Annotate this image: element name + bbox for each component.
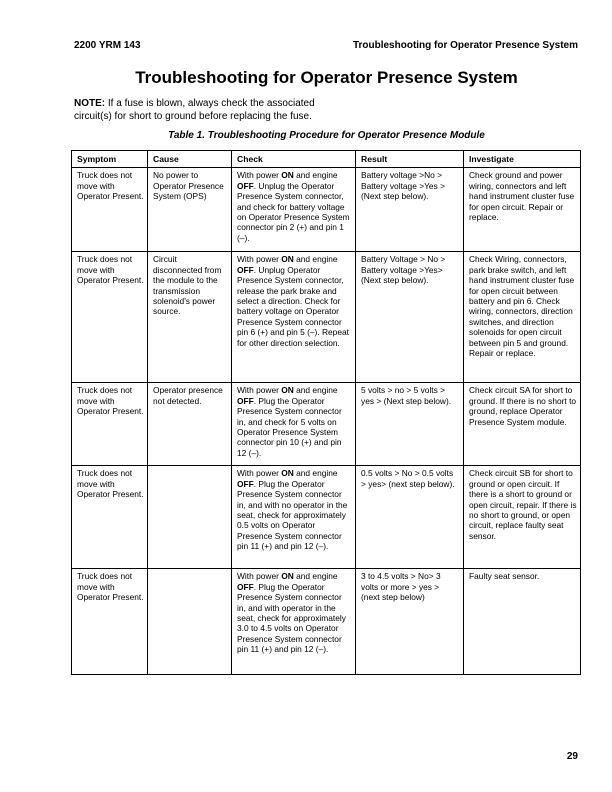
header-check: Check [232,151,356,168]
check-cell [232,252,356,383]
investigate-cell: Check circuit SB for short to ground or open circuit. If there is a short to ground or open circuit, repair. If there is no short to ground, or open circuit, replace faulty seat sensor. [464,466,581,569]
header-cause: Cause [148,151,232,168]
check-text: and engine [293,170,338,181]
header-investigate: Investigate [464,151,581,168]
result-cell: 0.5 volts > No > 0.5 volts > yes> (next step below). [356,466,464,569]
investigate-cell: Check Wiring, connectors, park brake switch, and left hand instrument cluster fuse for open circuit between battery and pin 6. Check wiring, connectors, direction switches, and direction solenoids for open circuit between pin 5 and ground. Repair or replace. [464,252,581,383]
check-text: With power [237,468,282,479]
symptom-cell: Truck does not move with Operator Present. [72,252,148,383]
check-on-keyword: ON [281,170,294,181]
check-text: and engine [293,571,338,582]
document-code: 2200 YRM 143 [74,40,141,51]
investigate-cell: Check circuit SA for short to ground. If there is no short to ground, replace Operator Presence System module. [464,383,581,466]
check-text: . Unplug the Operator Presence System connector, and check for battery voltage on Operator Presence System connector pin 2 (+) and pin 1 (–). [237,180,350,243]
result-cell: 5 volts > no > 5 volts > yes > (Next step below). [356,383,464,466]
check-text: . Unplug Operator Presence System connector, release the park brake and select a direction. Check for battery voltage on Operator Presence System connector pin 6 (+) and pin 5 (–). Repeat for other direction selection. [237,264,349,348]
check-on-keyword: ON [281,571,294,582]
result-cell: 3 to 4.5 volts > No> 3 volts or more > yes > (next step below) [356,569,464,675]
note-label: NOTE: [74,98,106,109]
check-off-keyword: OFF [237,180,254,191]
result-cell: Battery voltage >No > Battery voltage >Yes > (Next step below). [356,168,464,252]
table-row [72,168,581,252]
cause-cell [148,466,232,569]
investigate-cell: Check ground and power wiring, connectors and left hand instrument cluster fuse for open circuit. Repair or replace. [464,168,581,252]
check-off-keyword: OFF [237,478,254,489]
table-row [72,569,581,675]
check-off-keyword: OFF [237,581,254,592]
check-off-keyword: OFF [237,395,254,406]
cause-cell: Operator presence not detected. [148,383,232,466]
check-text: and engine [293,468,338,479]
check-text: With power [237,385,282,396]
table-header-row [72,151,581,168]
check-on-keyword: ON [281,385,294,396]
header-symptom: Symptom [72,151,148,168]
cause-cell: Circuit disconnected from the module to the transmission solenoid's power source. [148,252,232,383]
check-text: With power [237,254,282,265]
check-text: With power [237,571,282,582]
check-cell [232,466,356,569]
table-row [72,252,581,383]
running-header-title: Troubleshooting for Operator Presence System [352,40,578,51]
check-off-keyword: OFF [237,264,254,275]
check-text: . Plug the Operator Presence System connector in, and check for 5 volts on Operator Presence System connector pin 10 (+) and pin 12 (–). [237,395,342,458]
symptom-cell: Truck does not move with Operator Present. [72,466,148,569]
page-number: 29 [566,751,578,762]
check-cell [232,569,356,675]
result-cell: Battery Voltage > No > Battery voltage >Yes> (Next step below). [356,252,464,383]
table-row [72,466,581,569]
check-text: and engine [293,385,338,396]
symptom-cell: Truck does not move with Operator Present. [72,168,148,252]
symptom-cell: Truck does not move with Operator Present. [72,383,148,466]
troubleshooting-table [71,150,581,675]
check-text: With power [237,170,282,181]
check-on-keyword: ON [281,254,294,265]
investigate-cell: Faulty seat sensor. [464,569,581,675]
check-on-keyword: ON [281,468,294,479]
check-cell [232,168,356,252]
cause-cell: No power to Operator Presence System (OPS) [148,168,232,252]
note-text: If a fuse is blown, always check the associated circuit(s) for short to ground before replacing the fuse. [74,98,315,122]
symptom-cell: Truck does not move with Operator Present. [72,569,148,675]
page-title: Troubleshooting for Operator Presence System [135,68,518,87]
check-text: . Plug the Operator Presence System connector in, and with no operator in the seat, check for approximately 0.5 volts on Operator Presence System connector pin 11 (+) and pin 12 (–). [237,478,348,552]
cause-cell [148,569,232,675]
note-paragraph [74,97,334,123]
check-text: . Plug the Operator Presence System connector in, and with operator in the seat, check for approximately 3.0 to 4.5 volts on Operator Presence System connector pin 11 (+) and pin 12 (–). [237,581,346,655]
check-cell [232,383,356,466]
table-caption: Table 1. Troubleshooting Procedure for Operator Presence Module [168,130,485,141]
header-result: Result [356,151,464,168]
check-text: and engine [293,254,338,265]
table-row [72,383,581,466]
